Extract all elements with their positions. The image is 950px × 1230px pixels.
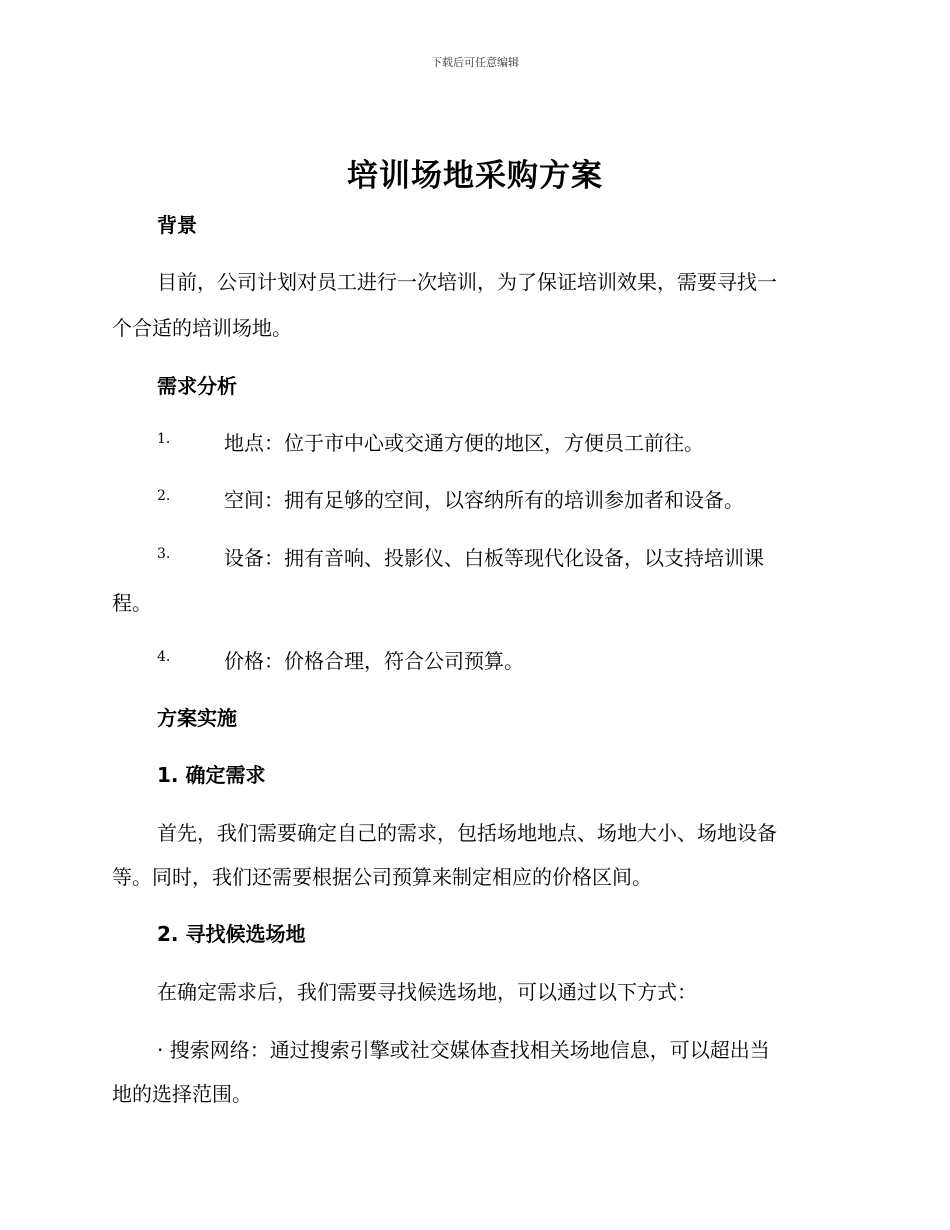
section-heading-plan: 方案实施 [157, 706, 237, 730]
step-2-intro: 在确定需求后，我们需要寻找候选场地，可以通过以下方式： [157, 980, 697, 1004]
list-item-number: 2. [157, 488, 171, 504]
list-item-text: 价格：价格合理，符合公司预算。 [224, 649, 524, 673]
step-1-paragraph-line-2: 等。同时，我们还需要根据公司预算来制定相应的价格区间。 [112, 865, 652, 889]
list-item-text: 设备：拥有音响、投影仪、白板等现代化设备，以支持培训课 [224, 546, 764, 570]
section-heading-background: 背景 [157, 213, 197, 237]
document-title: 培训场地采购方案 [347, 158, 603, 194]
background-paragraph-line-2: 个合适的培训场地。 [112, 316, 292, 340]
bullet-item-line-2: 地的选择范围。 [112, 1082, 252, 1106]
list-item-number: 3. [157, 546, 171, 562]
list-item-number: 4. [157, 649, 171, 665]
page-header-note: 下载后可任意编辑 [431, 56, 519, 69]
bullet-item-line-1: · 搜索网络：通过搜索引擎或社交媒体查找相关场地信息，可以超出当 [157, 1038, 770, 1062]
step-1-paragraph-line-1: 首先，我们需要确定自己的需求，包括场地地点、场地大小、场地设备 [157, 821, 777, 845]
list-item-continuation: 程。 [112, 591, 152, 615]
list-item-text: 地点：位于市中心或交通方便的地区，方便员工前往。 [224, 431, 704, 455]
list-item-number: 1. [157, 431, 171, 447]
subheading-step-2: 2. 寻找候选场地 [157, 922, 306, 946]
list-item-text: 空间：拥有足够的空间，以容纳所有的培训参加者和设备。 [224, 488, 744, 512]
background-paragraph-line-1: 目前，公司计划对员工进行一次培训，为了保证培训效果，需要寻找一 [157, 270, 777, 294]
subheading-step-1: 1. 确定需求 [157, 763, 266, 787]
section-heading-needs: 需求分析 [157, 374, 237, 398]
